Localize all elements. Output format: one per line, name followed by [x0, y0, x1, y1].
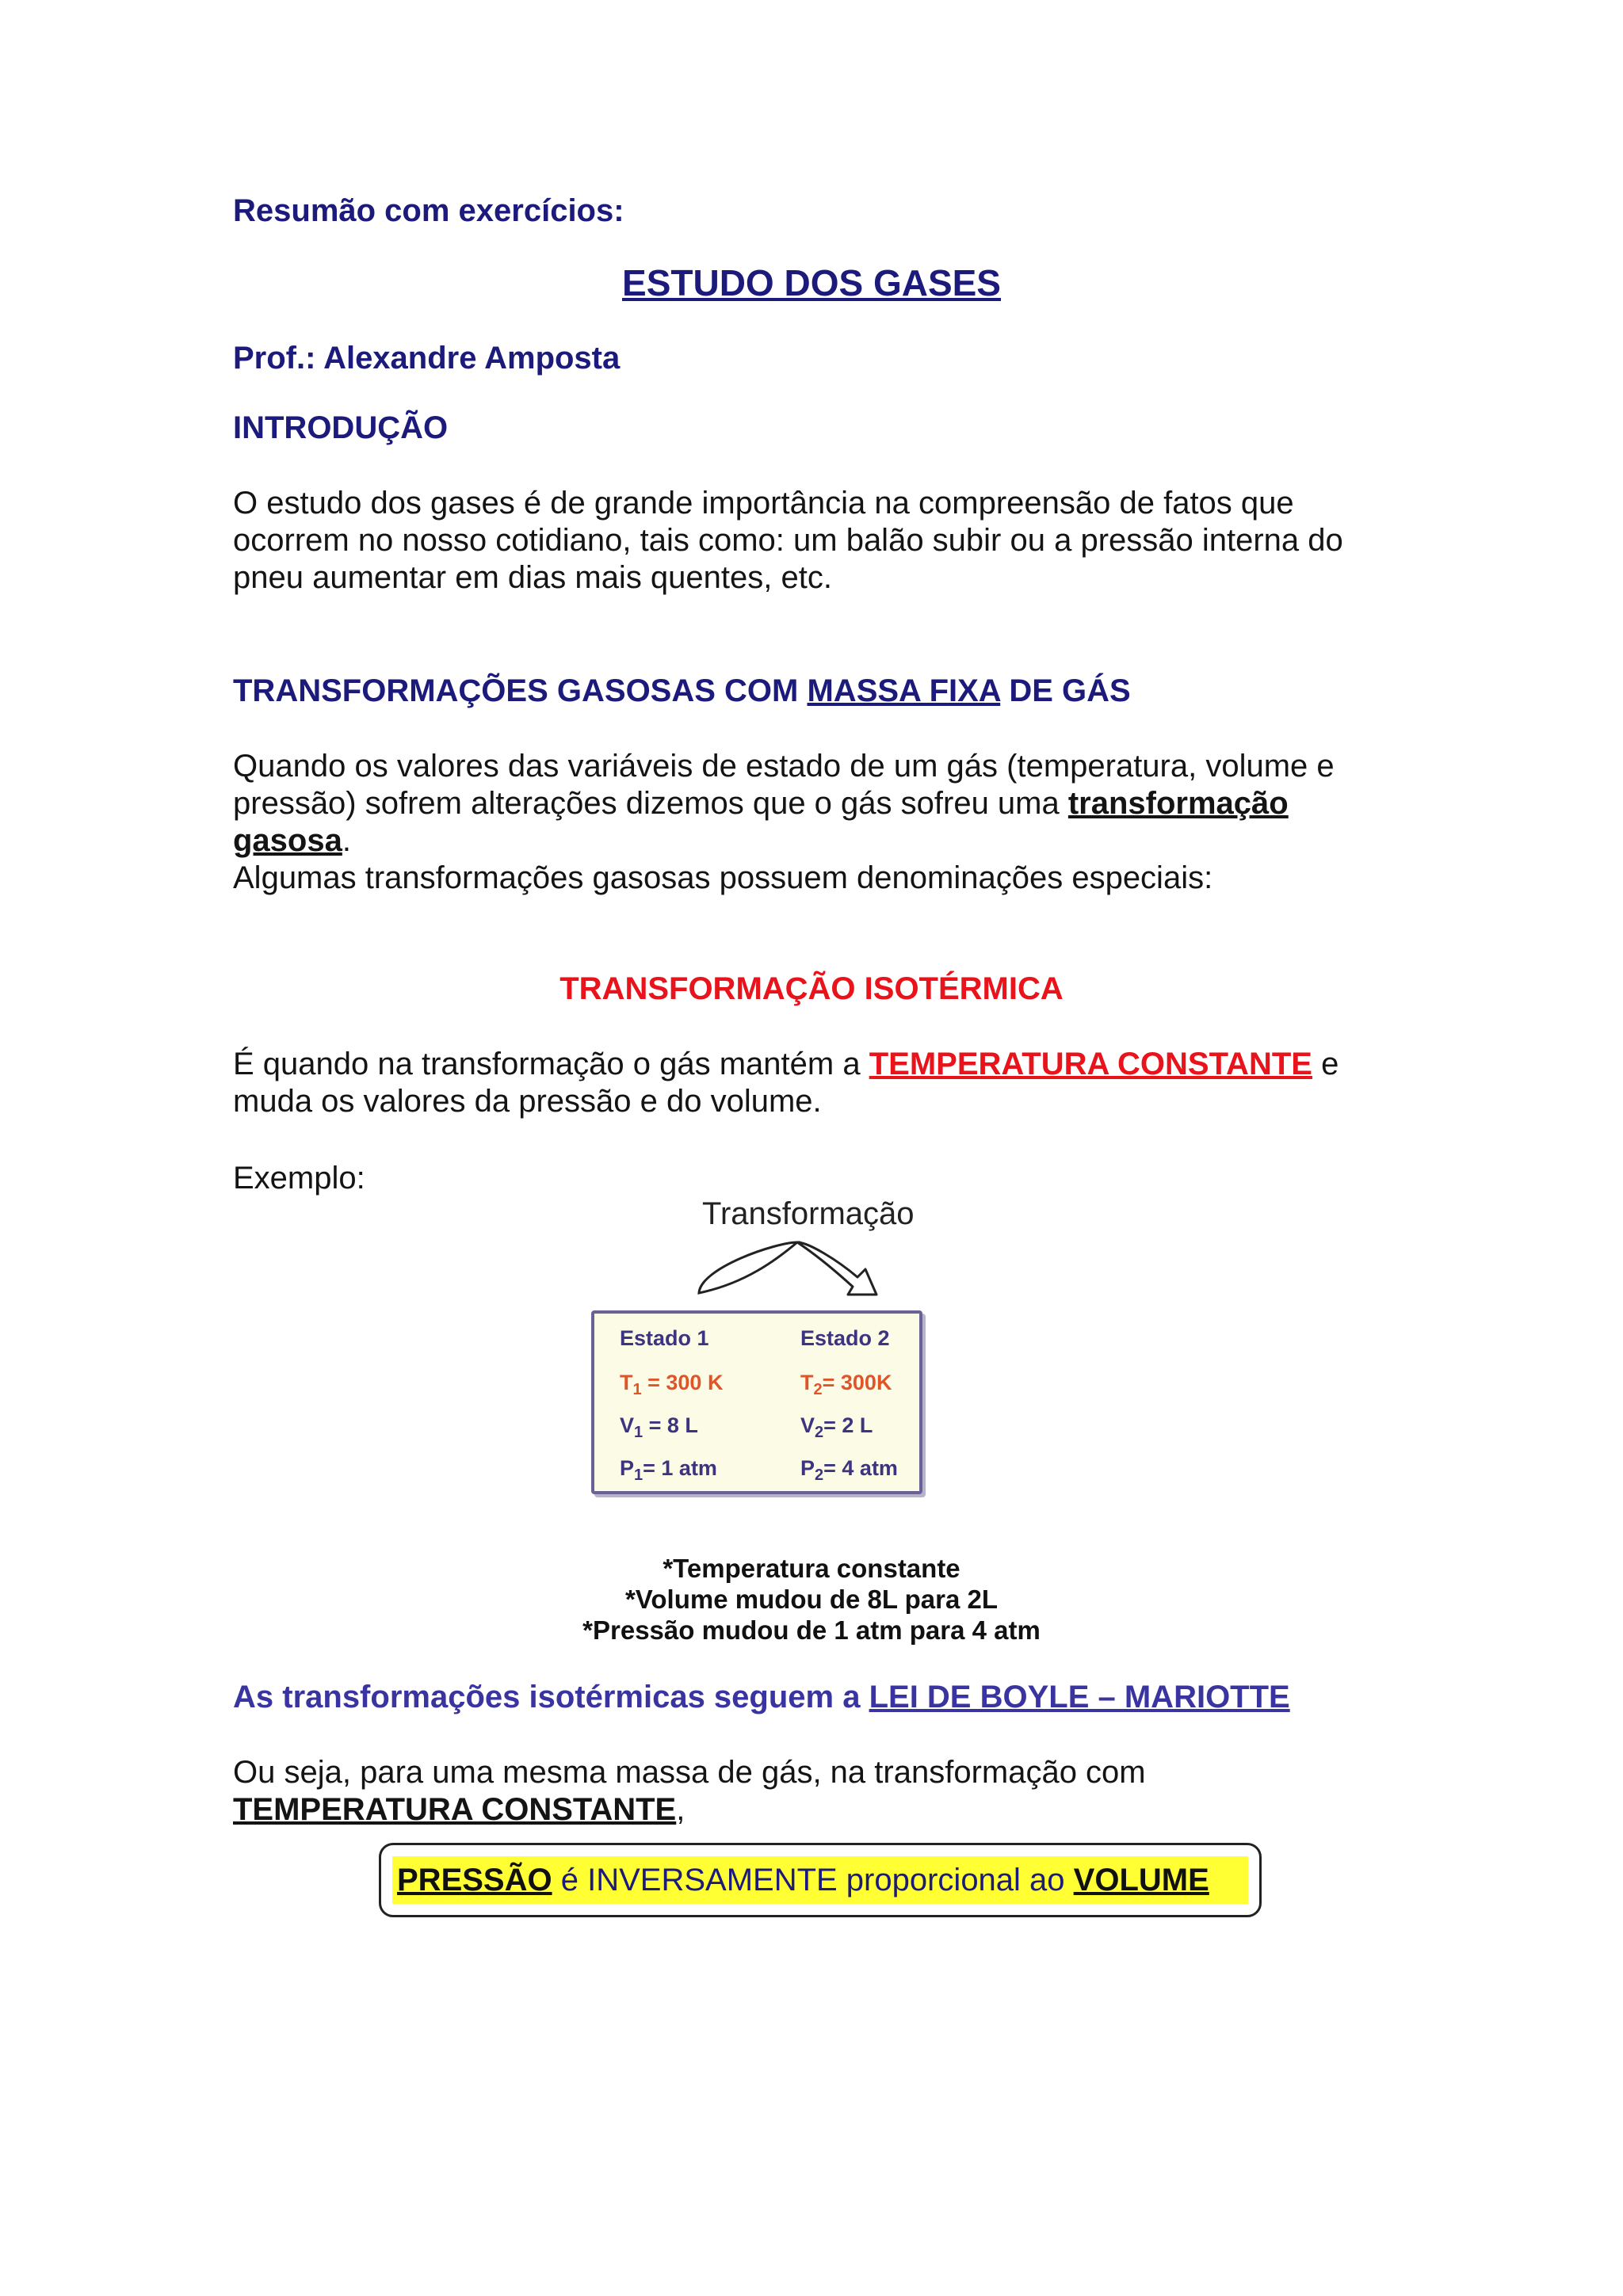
state1-volume [620, 1413, 698, 1442]
state-table [591, 1310, 922, 1494]
temperatura-constante-bold: TEMPERATURA CONSTANTE [233, 1792, 677, 1827]
transformation-arrow-icon [689, 1236, 943, 1299]
paragraph-line: Ou seja, para uma mesma massa de gás, na transformação com [233, 1755, 1146, 1790]
line-text: e [1312, 1047, 1339, 1081]
line-text: , [676, 1792, 685, 1827]
paragraph-line: Algumas transformações gasosas possuem denominações especiais: [233, 860, 1213, 895]
emphasis-transformacao: transformação [1067, 786, 1289, 821]
paragraph-line: Quando os valores das variáveis de estado de um gás (temperatura, volume e [233, 749, 1335, 784]
paragraph-line [233, 822, 1335, 860]
heading-text: DE GÁS [1000, 673, 1131, 708]
subscript: 2 [813, 1381, 823, 1398]
example-label: Exemplo: [233, 1161, 365, 1196]
volume-keyword: VOLUME [1073, 1863, 1209, 1897]
isothermal-heading: TRANSFORMAÇÃO ISOTÉRMICA [559, 971, 1064, 1006]
value: = 300K [822, 1371, 892, 1394]
paragraph-line [233, 1046, 1338, 1083]
paragraph-line [233, 1791, 1146, 1829]
intro-line: ocorrem no nosso cotidiano, tais como: um balão subir ou a pressão interna do [233, 523, 1343, 558]
subscript: 1 [632, 1381, 642, 1398]
document-title: ESTUDO DOS GASES [622, 262, 1001, 303]
law-heading [233, 1680, 1290, 1715]
heading-text: TRANSFORMAÇÕES GASOSAS COM [233, 673, 808, 708]
rule-callout [379, 1843, 1262, 1917]
intro-heading: INTRODUÇÃO [233, 410, 449, 445]
paragraph-line: muda os valores da pressão e do volume. [233, 1084, 822, 1119]
subscript: 1 [634, 1466, 643, 1484]
value: = 1 atm [643, 1456, 717, 1480]
intro-line: pneu aumentar em dias mais quentes, etc. [233, 560, 832, 595]
isothermal-paragraph [233, 1046, 1338, 1120]
emphasis-gasosa: gasosa [233, 823, 342, 858]
rule-highlight [392, 1856, 1248, 1904]
pressao-keyword: PRESSÃO [397, 1863, 552, 1897]
boyle-mariotte-link[interactable]: LEI DE BOYLE – MARIOTTE [869, 1680, 1290, 1714]
document-subtitle: Resumão com exercícios: [233, 193, 624, 228]
intro-line: O estudo dos gases é de grande importância na compreensão de fatos que [233, 486, 1294, 521]
value: = 300 K [641, 1371, 724, 1394]
symbol: P [620, 1456, 635, 1480]
transformations-paragraph [233, 748, 1335, 897]
state2-temperature [800, 1371, 892, 1399]
state2-volume [800, 1413, 873, 1442]
value: = 2 L [823, 1413, 873, 1437]
line-text: É quando na transformação o gás mantém a [233, 1047, 869, 1081]
note-line: *Volume mudou de 8L para 2L [624, 1585, 999, 1614]
subscript: 2 [815, 1424, 824, 1441]
symbol: V [620, 1413, 635, 1437]
line-text: . [342, 823, 351, 858]
transformations-heading [233, 673, 1131, 709]
transformation-label: Transformação [702, 1196, 915, 1231]
state1-pressure [620, 1456, 717, 1485]
symbol: T [620, 1371, 633, 1394]
symbol: P [800, 1456, 815, 1480]
state2-title: Estado 2 [800, 1326, 890, 1350]
symbol: V [800, 1413, 815, 1437]
rule-text: é INVERSAMENTE proporcional ao [552, 1863, 1074, 1897]
symbol: T [800, 1371, 814, 1394]
massa-fixa-link[interactable]: MASSA FIXA [807, 673, 1001, 708]
author-line: Prof.: Alexandre Amposta [233, 341, 621, 376]
note-line: *Temperatura constante [663, 1554, 960, 1583]
subscript: 1 [634, 1424, 643, 1441]
subscript: 2 [815, 1466, 824, 1484]
intro-paragraph [233, 485, 1343, 597]
line-text: pressão) sofrem alterações dizemos que o gás sofreu uma [233, 786, 1068, 821]
state2-pressure [800, 1456, 898, 1485]
temperatura-constante-emphasis: TEMPERATURA CONSTANTE [869, 1047, 1312, 1081]
state1-temperature [620, 1371, 723, 1399]
law-paragraph [233, 1754, 1146, 1829]
value: = 8 L [643, 1413, 698, 1437]
example-notes [0, 1553, 1623, 1646]
note-line: *Pressão mudou de 1 atm para 4 atm [582, 1615, 1041, 1645]
state1-title: Estado 1 [620, 1326, 709, 1350]
paragraph-line [233, 785, 1335, 822]
heading-text: As transformações isotérmicas seguem a [233, 1680, 869, 1714]
value: = 4 atm [823, 1456, 898, 1480]
